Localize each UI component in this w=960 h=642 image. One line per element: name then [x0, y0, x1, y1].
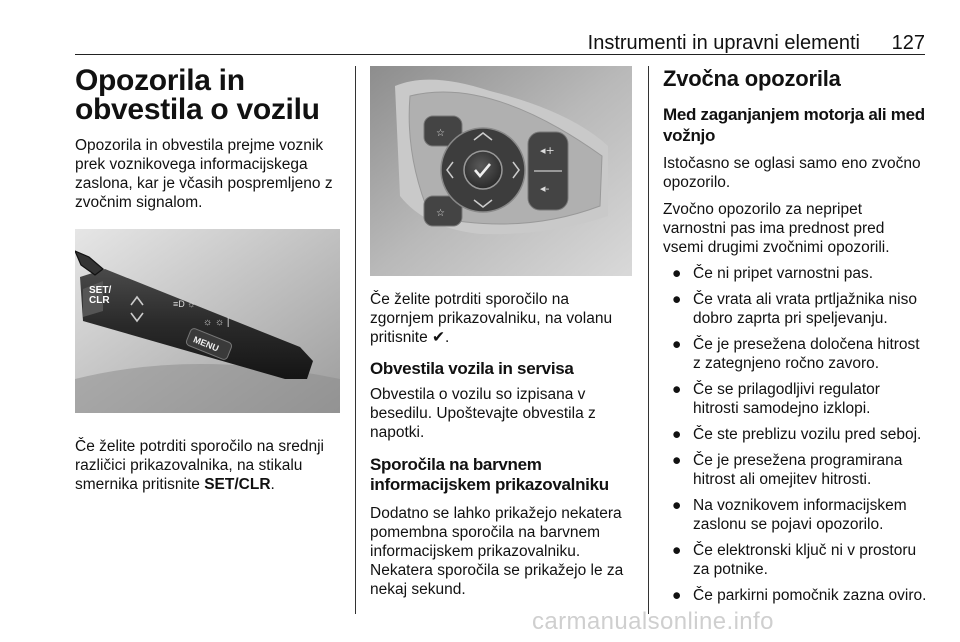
svg-text:☆: ☆	[436, 128, 445, 139]
caption-bold: SET/CLR	[204, 476, 271, 493]
bullet-icon: ●	[672, 587, 682, 604]
column-divider-1	[355, 66, 356, 614]
confirm-button	[464, 151, 502, 189]
paragraph: Istočasno se oglasi samo eno zvočno opozorilo.	[663, 155, 921, 191]
checkmark-icon: ✔	[432, 329, 446, 346]
watermark: carmanualsonline.info	[532, 608, 774, 635]
page-header	[75, 32, 925, 52]
column-divider-2	[648, 66, 649, 614]
caption-end: .	[445, 329, 450, 346]
running-title: Instrumenti in upravni elementi	[587, 32, 860, 54]
subsection-text: Obvestila o vozilu so izpisana v besedilu. Upoštevajte obvestila z napotki.	[370, 386, 596, 441]
bullet-icon: ●	[672, 426, 682, 443]
caption-text: Če želite potrditi sporočilo na zgornjem prikazovalniku, na volanu pritisnite	[370, 291, 613, 346]
navigation-pad	[441, 128, 525, 212]
light-symbols-icon: ☼ ☼ |	[203, 317, 230, 328]
list-item: ● Če ni pripet varnostni pas.	[672, 265, 874, 282]
bullet-icon: ●	[672, 381, 682, 398]
intro-paragraph: Opozorila in obvestila prejme voznik prek voznikovega informacijskega zaslona, kar je včasih pospremljeno z zvočnim signalom.	[75, 137, 333, 211]
list-item: ● Če vrata ali vrata prtljažnika niso dobro zaprta pri speljevanju.	[672, 291, 917, 327]
page-number: 127	[891, 32, 925, 54]
subsection-text: Dodatno se lahko prikažejo nekatera pomembna sporočila na barvnem informacijskem prikazovalniku. Nekatera sporočila se prikažejo le za nekaj sekund.	[370, 505, 624, 598]
list-item: ● Če je presežena določena hitrost z zategnjeno ročno zavoro.	[672, 336, 920, 372]
set-clr-label: SET/ CLR	[89, 285, 112, 306]
caption-paragraph	[370, 290, 635, 347]
section-heading: Zvočna opozorila	[663, 66, 841, 91]
list-item: ● Če parkirni pomočnik zazna oviro.	[672, 587, 927, 604]
list-item: ● Če se prilagodljivi regulator hitrosti samodejno izklopi.	[672, 381, 880, 417]
column-1	[75, 66, 343, 494]
list-item: ● Če je presežena programirana hitrost ali omejitev hitrosti.	[672, 452, 903, 488]
bullet-icon: ●	[672, 497, 682, 514]
caption-paragraph	[75, 437, 343, 494]
volume-down-icon: ◂-	[540, 182, 550, 195]
list-item: ● Če ste preblizu vozilu pred seboj.	[672, 426, 922, 443]
subsection-heading: Med zaganjanjem motorja ali med vožnjo	[663, 105, 925, 145]
section-heading: Opozorila in obvestila o vozilu	[75, 64, 320, 126]
paragraph: Zvočno opozorilo za nepripet varnostni pas ima prednost pred vsemi drugimi zvočnimi opozorili.	[663, 201, 890, 256]
svg-text:☆: ☆	[436, 208, 445, 219]
list-item: ● Če elektronski ključ ni v prostoru za potnike.	[672, 542, 917, 578]
bullet-icon: ●	[672, 452, 682, 469]
volume-rocker	[528, 132, 568, 210]
header-rule	[75, 54, 925, 55]
volume-up-icon: ◂+	[540, 144, 555, 157]
column-3	[663, 66, 928, 612]
bullet-icon: ●	[672, 265, 682, 282]
subsection-heading: Obvestila vozila in servisa	[370, 359, 574, 378]
bullet-icon: ●	[672, 542, 682, 559]
caption-end: .	[270, 476, 275, 493]
lights-symbol-icon: ≡D ☼	[173, 299, 196, 309]
subsection-heading: Sporočila na barvnem informacijskem prikazovalniku	[370, 455, 609, 494]
steering-wheel-controls-illustration	[370, 66, 632, 276]
warning-list	[663, 264, 928, 605]
stalk-switch-illustration	[75, 229, 340, 413]
list-item: ● Na voznikovem informacijskem zaslonu se pojavi opozorilo.	[672, 497, 907, 533]
bullet-icon: ●	[672, 336, 682, 353]
caption-text: Če želite potrditi sporočilo na srednji različici prikazovalnika, na stikalu smernika pritisnite	[75, 438, 324, 493]
column-2	[370, 66, 635, 599]
bullet-icon: ●	[672, 291, 682, 308]
menu-label: MENU	[191, 334, 221, 354]
